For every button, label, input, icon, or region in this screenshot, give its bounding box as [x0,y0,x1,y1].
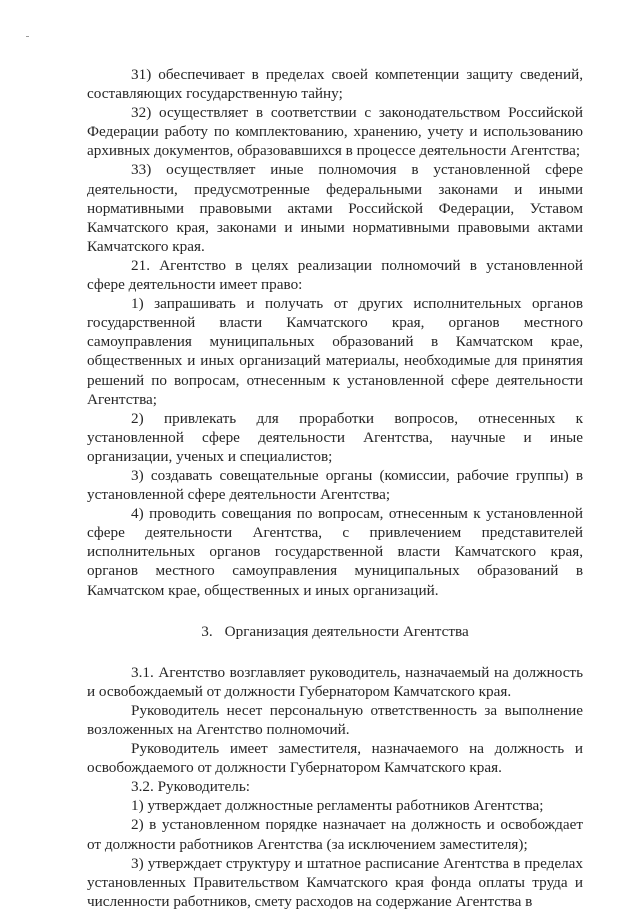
section-title: Организация деятельности Агентства [224,622,469,640]
paragraph-31: 31) обеспечивает в пределах своей компетенции защиту сведений, составляющих государственную тайну; [87,66,583,103]
paragraph-21-intro: 21. Агентство в целях реализации полномочий в установленной сфере деятельности имеет право: [87,256,583,294]
paragraph-3-2: 3.2. Руководитель: [131,778,250,796]
section-heading [87,622,583,641]
duty-item-3: 3) утверждает структуру и штатное расписание Агентства в пределах установленных Правительством Камчатского края фонда оплаты труда и численности работников, смету расходов на содержание Агентства в [87,854,583,910]
duty-item-1: 1) утверждает должностные регламенты работников Агентства; [131,797,544,815]
right-item-4: 4) проводить совещания по вопросам, отнесенным к установленной сфере деятельности Агентства, с привлечением представителей исполнительных органов государственной власти Камчатского края, органов местного самоуправления муниципальных образований в Камчатском крае, общественных и иных организаций. [87,505,583,599]
paragraph-33: 33) осуществляет иные полномочия в установленной сфере деятельности, предусмотренные федеральными законами и иными нормативными правовыми актами Российской Федерации, Уставом Камчатского края, законами и иными нормативными правовыми актами Камчатского края. [87,161,583,255]
document-body [87,65,583,911]
paragraph-3-1: 3.1. Агентство возглавляет руководитель, назначаемый на должность и освобождаемый от должности Губернатором Камчатского края. [87,663,583,700]
right-item-1: 1) запрашивать и получать от других исполнительных органов государственной власти Камчатского края, органов местного самоуправления муниципальных образований в Камчатском крае, общественных и иных организаций материалы, необходимые для принятия решений по вопросам, отнесенным к установленной сфере деятельности Агентства; [87,295,583,408]
paragraph-deputy: Руководитель имеет заместителя, назначаемого на должность и освобождаемого от должности Губернатором Камчатского края. [87,740,583,777]
duty-item-2: 2) в установленном порядке назначает на должность и освобождает от должности работников Агентства (за исключением заместителя); [87,816,583,853]
section-number: 3. [201,622,213,640]
right-item-2: 2) привлекать для проработки вопросов, отнесенных к установленной сфере деятельности Агентства, научные и иные организации, ученых и специалистов; [87,409,583,465]
scan-speck [26,36,29,37]
paragraph-responsibility: Руководитель несет персональную ответственность за выполнение возложенных на Агентство полномочий. [87,701,583,738]
paragraph-32: 32) осуществляет в соответствии с законодательством Российской Федерации работу по комплектованию, хранению, учету и использованию архивных документов, образовавшихся в процессе деятельности Агентства; [87,104,583,160]
right-item-3: 3) создавать совещательные органы (комиссии, рабочие группы) в установленной сфере деятельности Агентства; [87,466,583,504]
